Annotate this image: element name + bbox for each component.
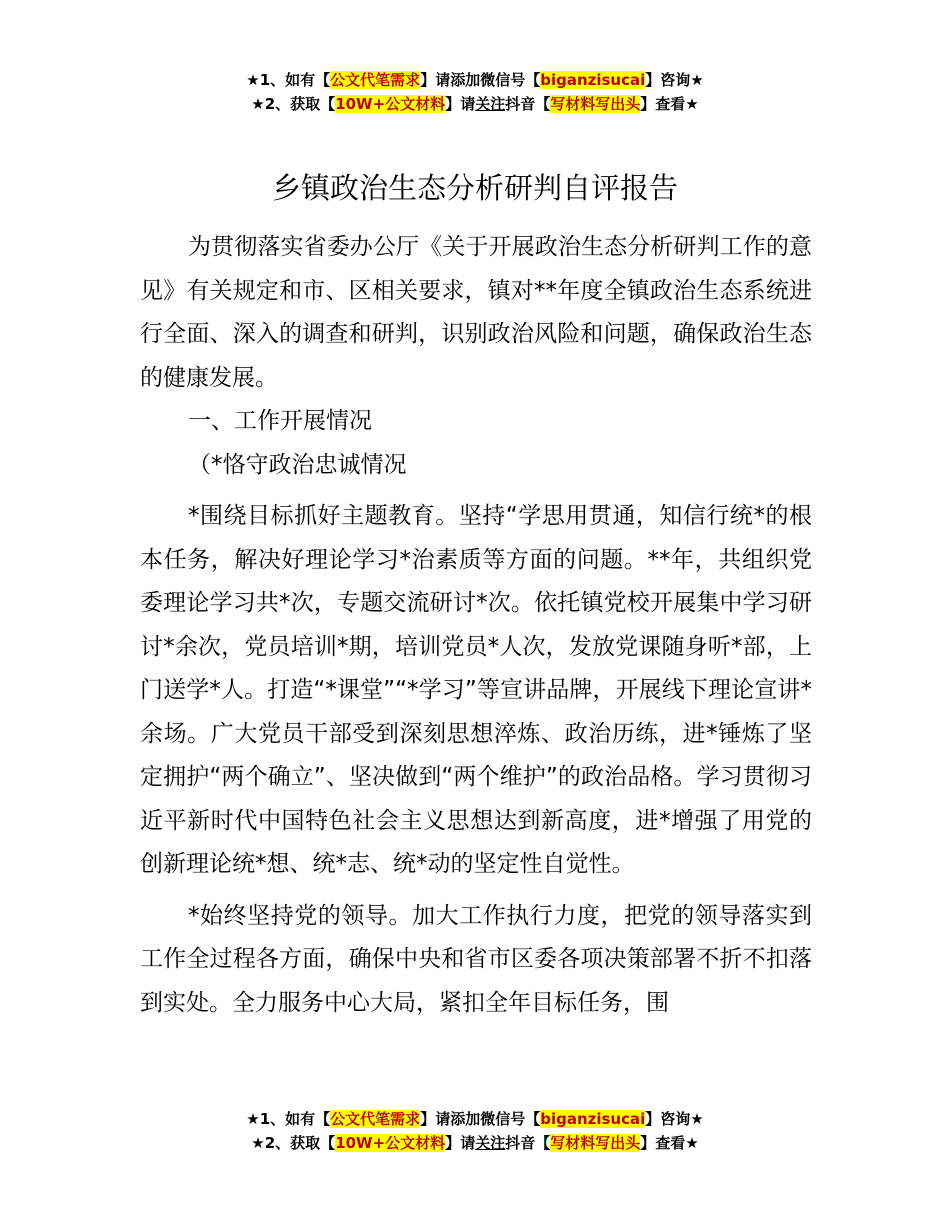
body-paragraph: *围绕目标抓好主题教育。坚持“学思用贯通，知信行统*的根本任务，解决好理论学习*治素质等方面的问题。**年，共组织党委理论学习共*次，专题交流研讨*次。依托镇党校开展集中学习研讨*余次，党员培训*期，培训党员*人次，发放党课随身听*部，上门送学*人。打造“*课堂”“*学习”等宣讲品牌，开展线下理论宣讲*余场。广大党员干部受到深刻思想淬炼、政治历练，进*锤炼了坚定拥护“两个确立”、坚决做到“两个维护”的政治品格。学习贯彻习近平新时代中国特色社会主义思想达到新高度，进*增强了用党的创新理论统*想、统*志、统*动的坚定性自觉性。	[140, 503, 812, 877]
highlight-text: 写材料写出头	[550, 1134, 641, 1152]
banner-text: 】请	[445, 1134, 476, 1152]
highlight-text: 公文代笔需求	[330, 71, 421, 89]
banner-text: 】查看★	[640, 1134, 699, 1152]
banner-text: 】请	[445, 95, 476, 113]
banner-text: 抖音【	[505, 1134, 551, 1152]
banner-line-1	[0, 68, 950, 92]
banner-line-2	[0, 1131, 950, 1155]
banner-text: 】咨询★	[645, 1110, 704, 1128]
section-heading: 一、工作开展情况	[188, 408, 372, 434]
underlined-text: 关注	[475, 1134, 506, 1152]
footer-banner	[0, 1107, 950, 1155]
banner-text: ★2、获取【	[251, 95, 336, 113]
banner-text: 】查看★	[640, 95, 699, 113]
banner-text: ★1、如有【	[246, 1110, 331, 1128]
banner-text: ★2、获取【	[251, 1134, 336, 1152]
banner-text: 抖音【	[505, 95, 551, 113]
banner-line-2	[0, 92, 950, 116]
banner-line-1	[0, 1107, 950, 1131]
header-banner	[0, 68, 950, 116]
highlight-text: 写材料写出头	[550, 95, 641, 113]
banner-text: 】请添加微信号【	[420, 1110, 541, 1128]
banner-text: 】咨询★	[645, 71, 704, 89]
wechat-id-highlight: biganzisucai	[540, 1110, 646, 1128]
wechat-id-highlight: biganzisucai	[540, 71, 646, 89]
highlight-text: 公文代笔需求	[330, 1110, 421, 1128]
highlight-text: 10W+公文材料	[335, 1134, 446, 1152]
document-body	[140, 226, 812, 1025]
subsection-heading: （*恪守政治忠诚情况	[188, 451, 407, 478]
highlight-text: 10W+公文材料	[335, 95, 446, 113]
body-paragraph: *始终坚持党的领导。加大工作执行力度，把党的领导落实到工作全过程各方面，确保中央和省市区委各项决策部署不折不扣落到实处。全力服务中心大局，紧扣全年目标任务，围	[140, 902, 812, 1016]
banner-text: ★1、如有【	[246, 71, 331, 89]
banner-text: 】请添加微信号【	[420, 71, 541, 89]
document-title: 乡镇政治生态分析研判自评报告	[271, 171, 678, 205]
underlined-text: 关注	[475, 95, 506, 113]
intro-paragraph: 为贯彻落实省委办公厅《关于开展政治生态分析研判工作的意见》有关规定和市、区相关要求，镇对**年度全镇政治生态系统进行全面、深入的调查和研判，识别政治风险和问题，确保政治生态的健康发展。	[140, 234, 812, 391]
